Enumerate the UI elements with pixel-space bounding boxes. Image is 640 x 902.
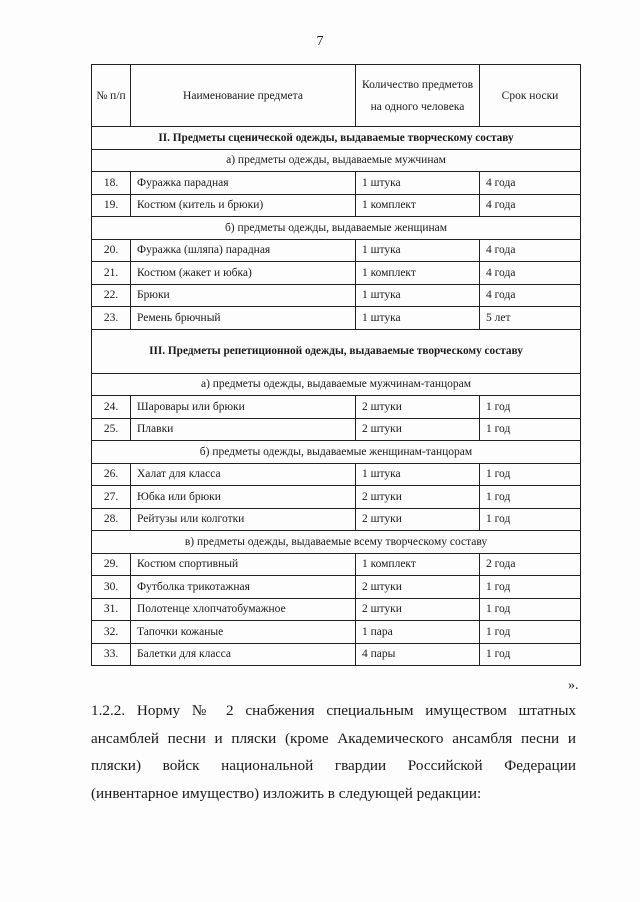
- table-row: [92, 621, 581, 644]
- paragraph-1-2-2: 1.2.2. Норму № 2 снабжения специальным имуществом штатных ансамблей песни и пляски (кроме Академического ансамбля песни и пляски) войск национальной гвардии Российской Федерации (инвентарное имущество) изложить в следующей редакции:: [91, 702, 576, 802]
- item-name: Тапочки кожаные: [131, 621, 356, 644]
- item-quantity: 1 штука: [356, 239, 480, 262]
- item-name: Шаровары или брюки: [131, 396, 356, 419]
- item-number: 27.: [92, 486, 131, 509]
- item-wear-term: 4 года: [480, 172, 581, 195]
- item-number: 21.: [92, 262, 131, 285]
- item-wear-term: 4 года: [480, 194, 581, 217]
- table-row: [92, 486, 581, 509]
- item-number: 26.: [92, 463, 131, 486]
- item-quantity: 1 штука: [356, 284, 480, 307]
- subsection-row: [92, 531, 581, 554]
- closing-quote: ».: [568, 678, 579, 693]
- item-wear-term: 1 год: [480, 396, 581, 419]
- item-wear-term: 1 год: [480, 463, 581, 486]
- item-quantity: 1 штука: [356, 463, 480, 486]
- subsection-title: б) предметы одежды, выдаваемые женщинам: [92, 217, 581, 240]
- header-wear-term: Срок носки: [480, 65, 581, 127]
- section-row: [92, 127, 581, 150]
- item-number: 22.: [92, 284, 131, 307]
- item-name: Фуражка парадная: [131, 172, 356, 195]
- item-number: 30.: [92, 576, 131, 599]
- subsection-row: [92, 441, 581, 464]
- table-row: [92, 239, 581, 262]
- item-quantity: 2 штуки: [356, 486, 480, 509]
- item-wear-term: 1 год: [480, 621, 581, 644]
- section-row: [92, 329, 581, 373]
- item-name: Костюм (китель и брюки): [131, 194, 356, 217]
- item-number: 18.: [92, 172, 131, 195]
- table-row: [92, 172, 581, 195]
- item-name: Фуражка (шляпа) парадная: [131, 239, 356, 262]
- subsection-title: а) предметы одежды, выдаваемые мужчинам: [92, 149, 581, 172]
- item-name: Рейтузы или колготки: [131, 508, 356, 531]
- item-name: Юбка или брюки: [131, 486, 356, 509]
- item-number: 33.: [92, 643, 131, 666]
- item-number: 23.: [92, 307, 131, 330]
- section-title: II. Предметы сценической одежды, выдаваемые творческому составу: [92, 127, 581, 150]
- item-number: 31.: [92, 598, 131, 621]
- item-quantity: 2 штуки: [356, 598, 480, 621]
- item-quantity: 1 комплект: [356, 194, 480, 217]
- item-number: 24.: [92, 396, 131, 419]
- item-wear-term: 2 года: [480, 553, 581, 576]
- table-row: [92, 194, 581, 217]
- item-wear-term: 4 года: [480, 262, 581, 285]
- table-row: [92, 396, 581, 419]
- item-name: Полотенце хлопчатобумажное: [131, 598, 356, 621]
- item-quantity: 4 пары: [356, 643, 480, 666]
- table-row: [92, 284, 581, 307]
- item-name: Халат для класса: [131, 463, 356, 486]
- subsection-row: [92, 373, 581, 396]
- section-title: III. Предметы репетиционной одежды, выдаваемые творческому составу: [92, 329, 581, 373]
- table-row: [92, 418, 581, 441]
- item-name: Костюм спортивный: [131, 553, 356, 576]
- item-name: Балетки для класса: [131, 643, 356, 666]
- item-number: 28.: [92, 508, 131, 531]
- item-quantity: 1 комплект: [356, 553, 480, 576]
- header-quantity: Количество предметов на одного человека: [356, 65, 480, 127]
- item-name: Футболка трикотажная: [131, 576, 356, 599]
- item-wear-term: 1 год: [480, 643, 581, 666]
- item-wear-term: 1 год: [480, 598, 581, 621]
- page-number: 7: [316, 34, 324, 49]
- table-row: [92, 463, 581, 486]
- header-item-name: Наименование предмета: [131, 65, 356, 127]
- subsection-row: [92, 217, 581, 240]
- item-quantity: 1 штука: [356, 172, 480, 195]
- table-row: [92, 307, 581, 330]
- item-wear-term: 4 года: [480, 239, 581, 262]
- item-wear-term: 5 лет: [480, 307, 581, 330]
- table-row: [92, 553, 581, 576]
- item-number: 20.: [92, 239, 131, 262]
- table-row: [92, 598, 581, 621]
- item-quantity: 1 штука: [356, 307, 480, 330]
- subsection-row: [92, 149, 581, 172]
- item-name: Костюм (жакет и юбка): [131, 262, 356, 285]
- table-row: [92, 508, 581, 531]
- supply-norm-table: [91, 64, 581, 666]
- subsection-title: в) предметы одежды, выдаваемые всему творческому составу: [92, 531, 581, 554]
- item-name: Брюки: [131, 284, 356, 307]
- item-quantity: 1 пара: [356, 621, 480, 644]
- item-name: Ремень брючный: [131, 307, 356, 330]
- subsection-title: а) предметы одежды, выдаваемые мужчинам-танцорам: [92, 373, 581, 396]
- item-quantity: 2 штуки: [356, 396, 480, 419]
- item-number: 32.: [92, 621, 131, 644]
- item-wear-term: 1 год: [480, 418, 581, 441]
- item-wear-term: 1 год: [480, 508, 581, 531]
- table-row: [92, 576, 581, 599]
- table-header-row: [92, 65, 581, 127]
- item-wear-term: 1 год: [480, 576, 581, 599]
- header-num: № п/п: [92, 65, 131, 127]
- item-quantity: 2 штуки: [356, 576, 480, 599]
- item-quantity: 2 штуки: [356, 418, 480, 441]
- item-wear-term: 1 год: [480, 486, 581, 509]
- item-name: Плавки: [131, 418, 356, 441]
- item-wear-term: 4 года: [480, 284, 581, 307]
- table-row: [92, 643, 581, 666]
- item-number: 29.: [92, 553, 131, 576]
- item-number: 25.: [92, 418, 131, 441]
- subsection-title: б) предметы одежды, выдаваемые женщинам-танцорам: [92, 441, 581, 464]
- item-quantity: 2 штуки: [356, 508, 480, 531]
- item-number: 19.: [92, 194, 131, 217]
- table-row: [92, 262, 581, 285]
- item-quantity: 1 комплект: [356, 262, 480, 285]
